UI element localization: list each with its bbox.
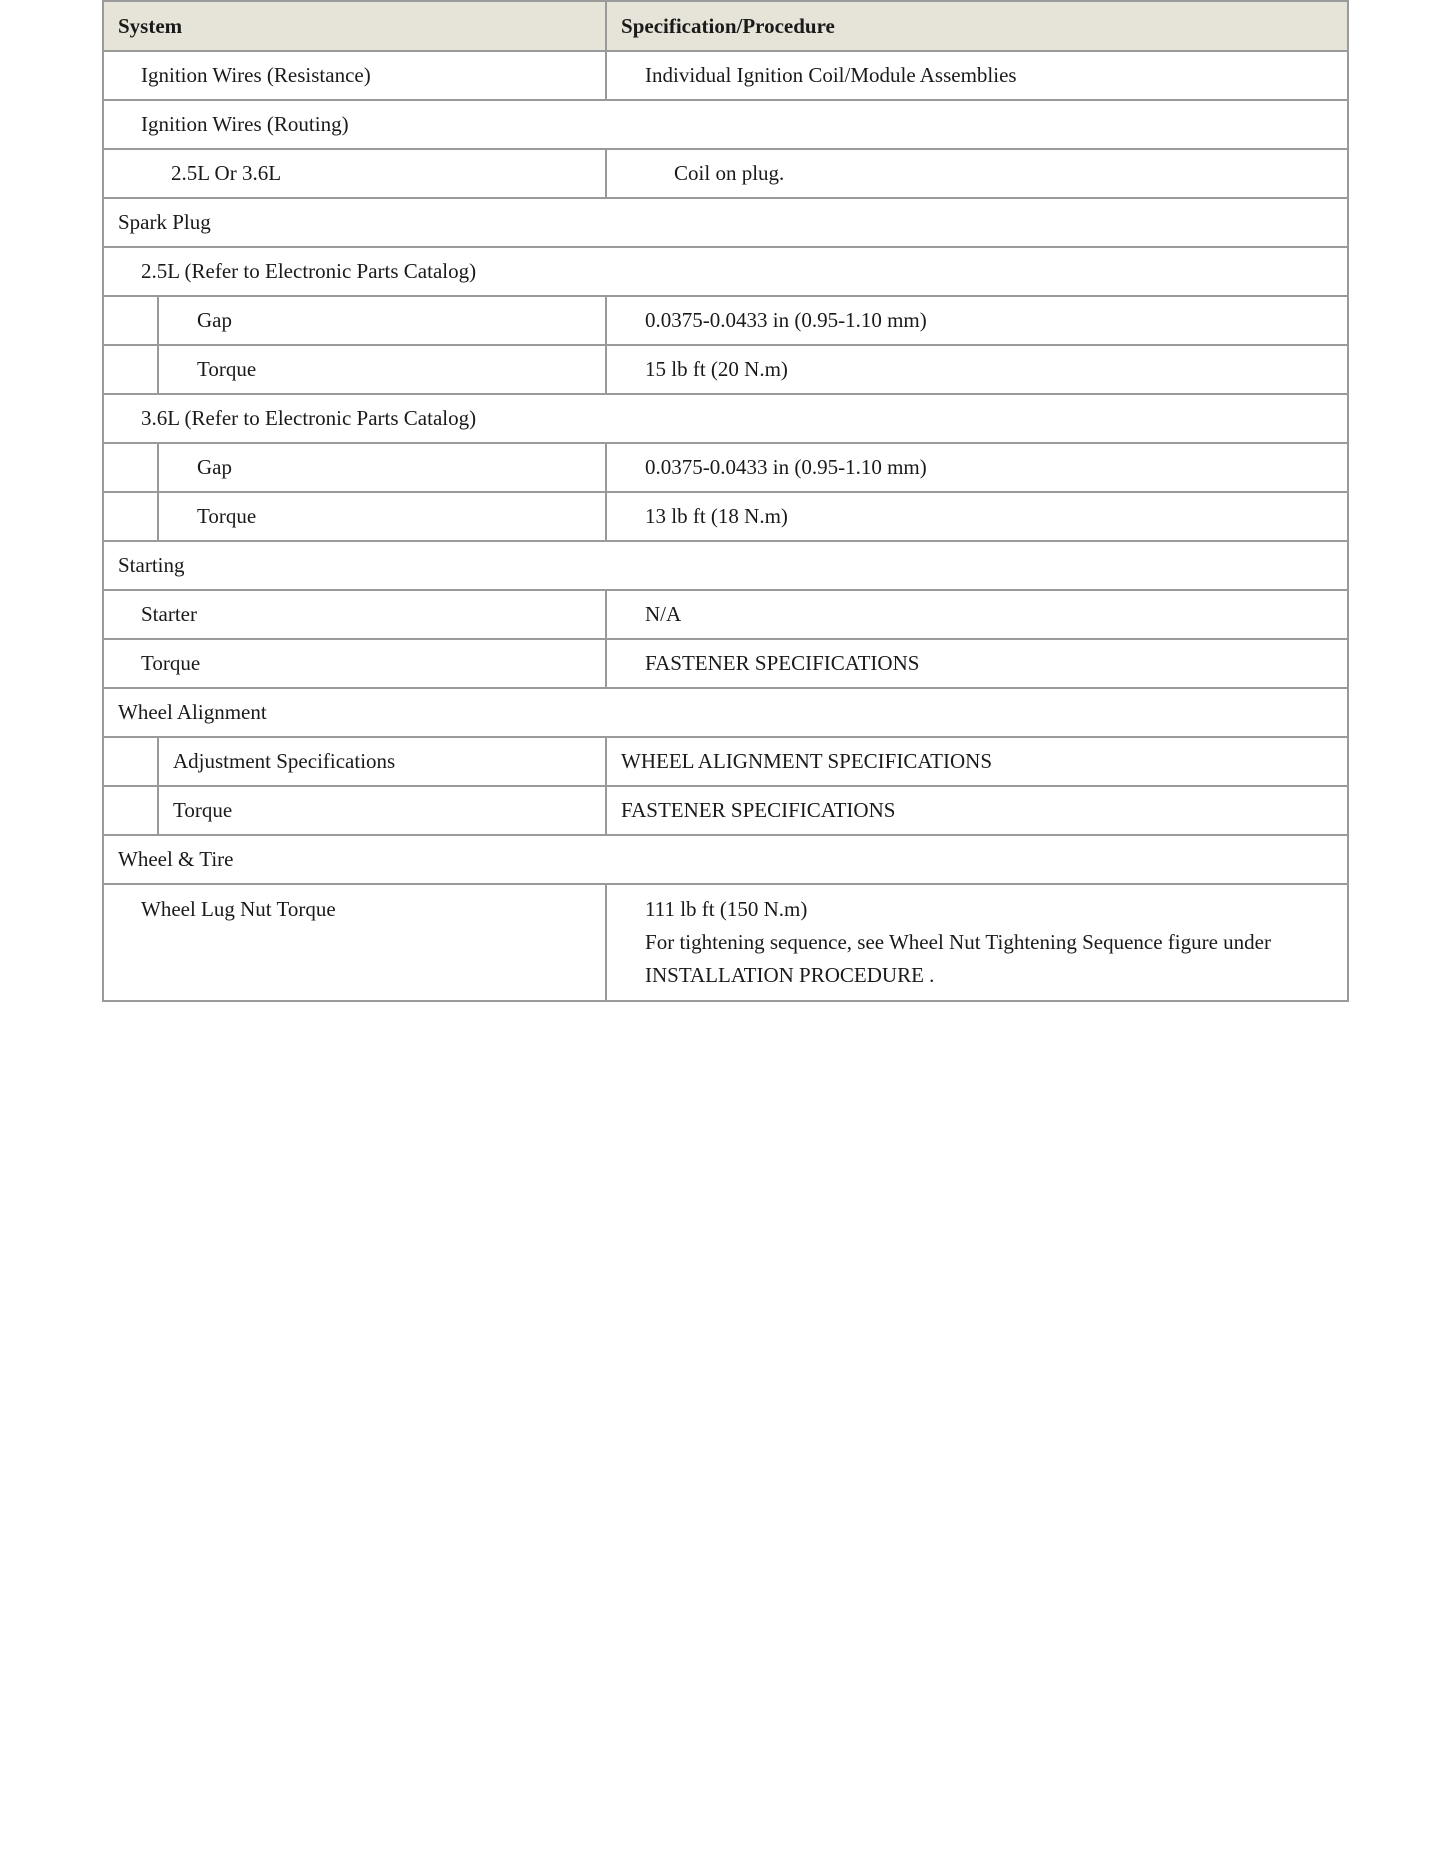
table-row xyxy=(103,639,1348,688)
section-label: Spark Plug xyxy=(103,198,1348,247)
row-label: Ignition Wires (Resistance) xyxy=(103,51,606,100)
table-row xyxy=(103,443,1348,492)
row-value: 13 lb ft (18 N.m) xyxy=(606,492,1348,541)
row-label: Torque xyxy=(158,492,606,541)
table-row xyxy=(103,394,1348,443)
table-row xyxy=(103,51,1348,100)
table-row xyxy=(103,345,1348,394)
indent-cell xyxy=(103,492,158,541)
row-label: 2.5L Or 3.6L xyxy=(103,149,606,198)
table-row xyxy=(103,296,1348,345)
row-value: N/A xyxy=(606,590,1348,639)
row-label: 2.5L (Refer to Electronic Parts Catalog) xyxy=(103,247,1348,296)
table-row xyxy=(103,737,1348,786)
value-line: 111 lb ft (150 N.m) xyxy=(645,897,808,921)
row-label: Torque xyxy=(103,639,606,688)
table-row xyxy=(103,884,1348,1001)
row-value: WHEEL ALIGNMENT SPECIFICATIONS xyxy=(606,737,1348,786)
table-row xyxy=(103,786,1348,835)
row-value: Individual Ignition Coil/Module Assemblies xyxy=(606,51,1348,100)
table-row xyxy=(103,247,1348,296)
table-row xyxy=(103,100,1348,149)
row-label: 3.6L (Refer to Electronic Parts Catalog) xyxy=(103,394,1348,443)
section-label: Starting xyxy=(103,541,1348,590)
section-row xyxy=(103,541,1348,590)
table-row xyxy=(103,149,1348,198)
row-value: 0.0375-0.0433 in (0.95-1.10 mm) xyxy=(606,296,1348,345)
row-value xyxy=(606,884,1348,1001)
value-line: INSTALLATION PROCEDURE . xyxy=(645,963,935,987)
indent-cell xyxy=(103,296,158,345)
indent-cell xyxy=(103,345,158,394)
table-row xyxy=(103,590,1348,639)
row-label: Wheel Lug Nut Torque xyxy=(103,884,606,1001)
specifications-table xyxy=(102,0,1349,1002)
row-value: FASTENER SPECIFICATIONS xyxy=(606,639,1348,688)
row-label: Torque xyxy=(158,786,606,835)
row-label: Ignition Wires (Routing) xyxy=(103,100,1348,149)
indent-cell xyxy=(103,443,158,492)
row-label: Adjustment Specifications xyxy=(158,737,606,786)
row-value: 0.0375-0.0433 in (0.95-1.10 mm) xyxy=(606,443,1348,492)
row-label: Gap xyxy=(158,296,606,345)
column-header-system: System xyxy=(103,1,606,51)
section-label: Wheel Alignment xyxy=(103,688,1348,737)
table-header-row xyxy=(103,1,1348,51)
row-label: Gap xyxy=(158,443,606,492)
indent-cell xyxy=(103,737,158,786)
row-value: Coil on plug. xyxy=(606,149,1348,198)
section-row xyxy=(103,688,1348,737)
column-header-specification: Specification/Procedure xyxy=(606,1,1348,51)
section-row xyxy=(103,835,1348,884)
indent-cell xyxy=(103,786,158,835)
section-row xyxy=(103,198,1348,247)
row-value: FASTENER SPECIFICATIONS xyxy=(606,786,1348,835)
row-value: 15 lb ft (20 N.m) xyxy=(606,345,1348,394)
row-label: Torque xyxy=(158,345,606,394)
row-label: Starter xyxy=(103,590,606,639)
section-label: Wheel & Tire xyxy=(103,835,1348,884)
table-row xyxy=(103,492,1348,541)
value-line: For tightening sequence, see Wheel Nut Tightening Sequence figure under xyxy=(645,930,1271,954)
